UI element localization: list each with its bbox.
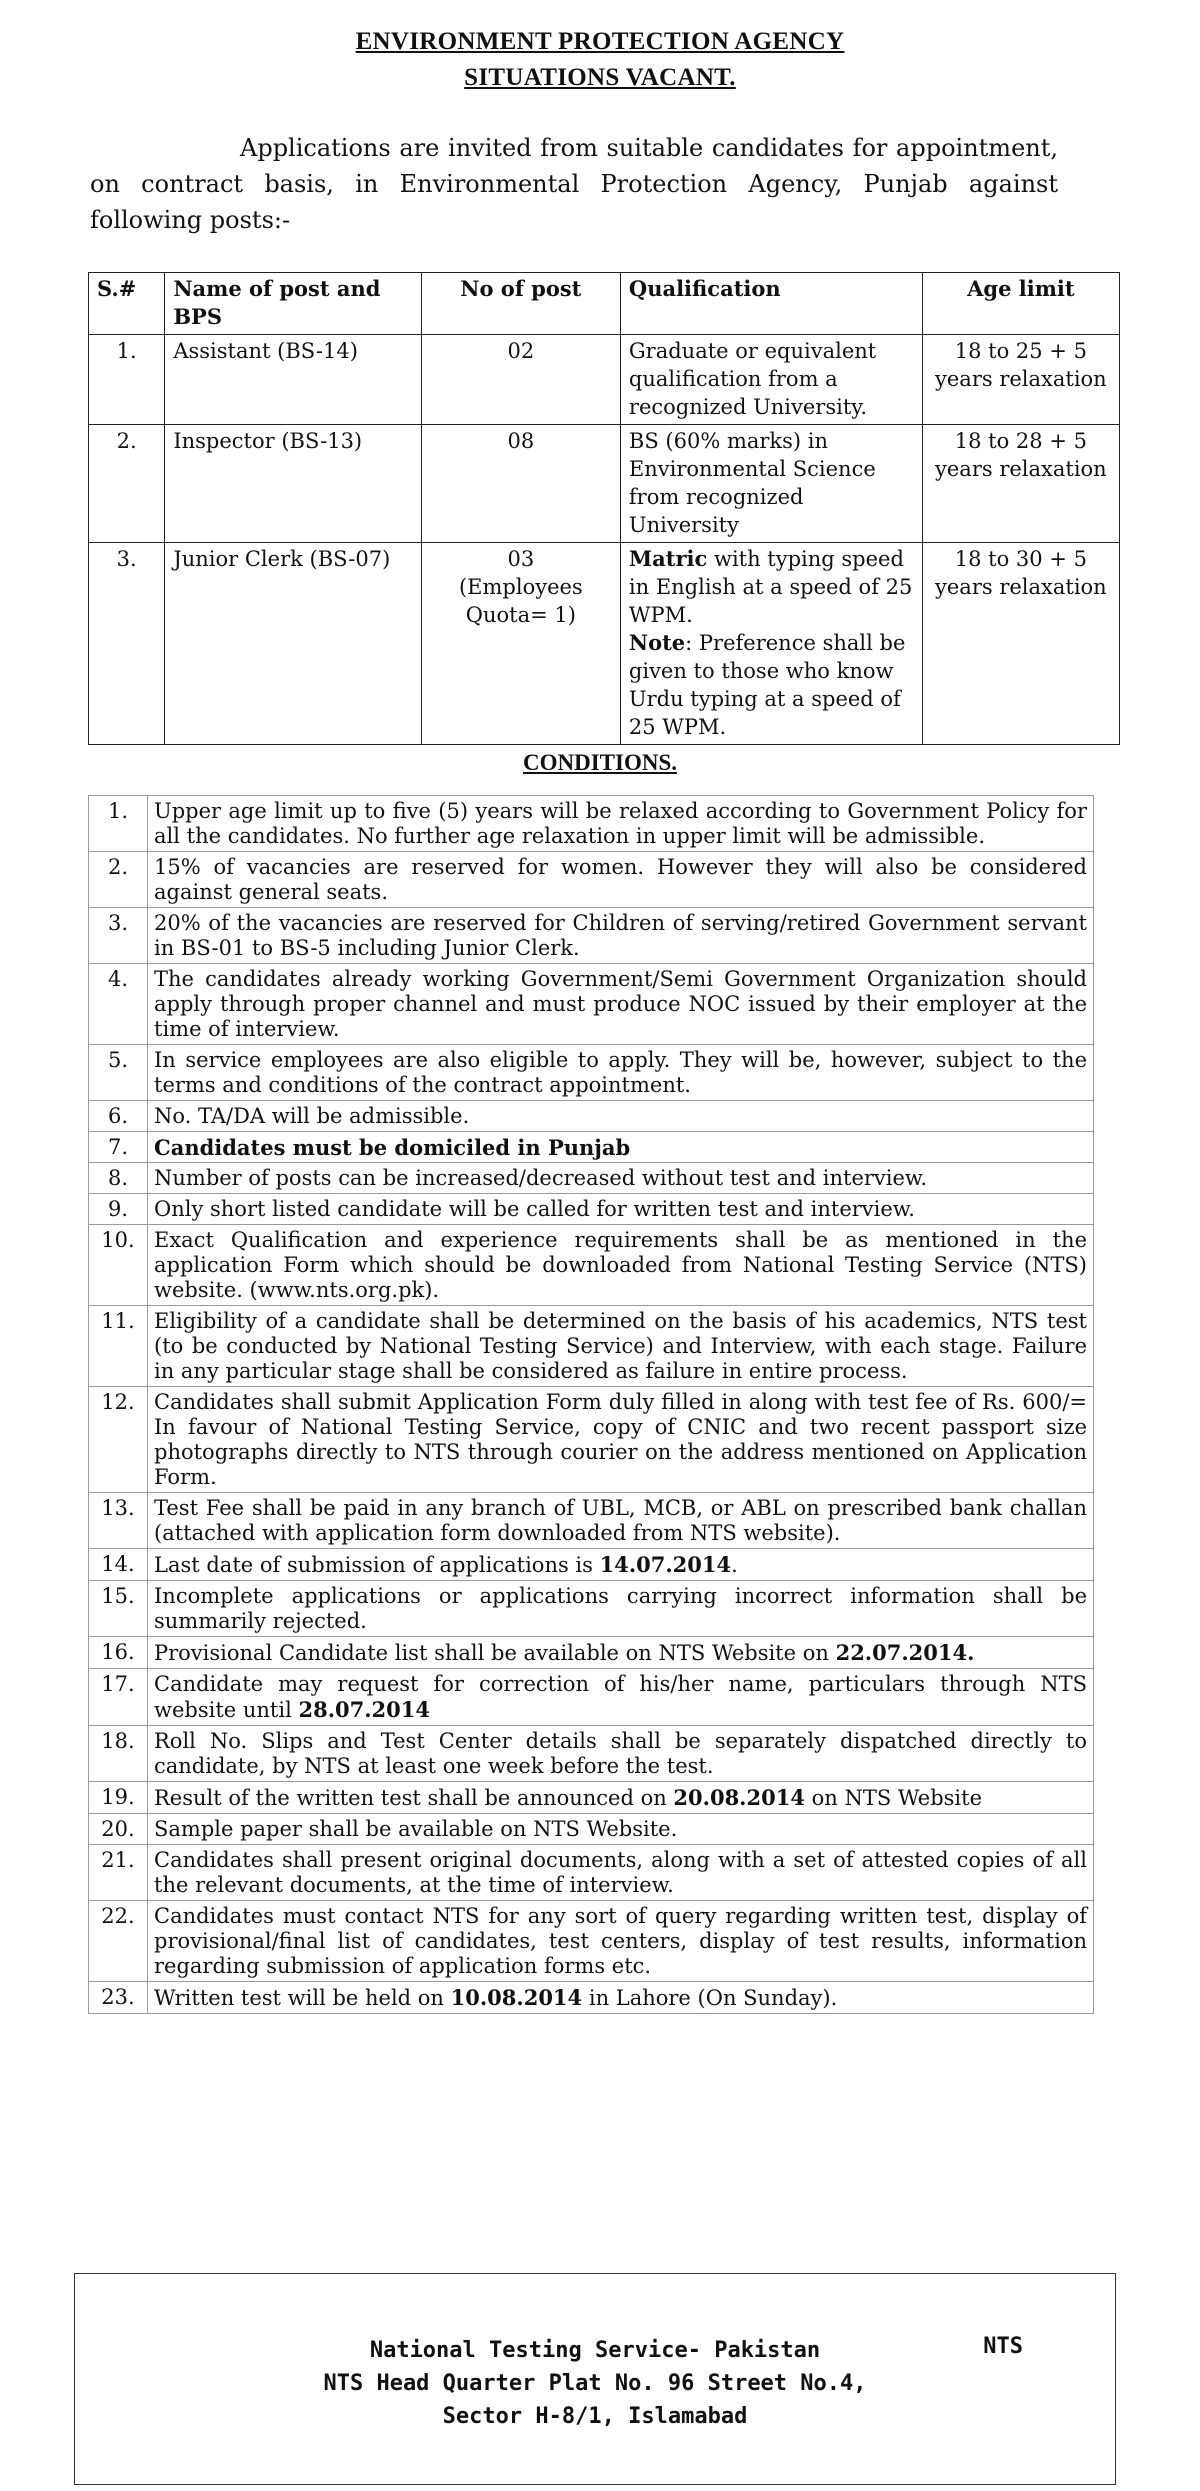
row-post-count-note: (Employees Quota= 1) <box>458 575 583 627</box>
condition-text-part: Candidate may request for correction of his/her name, particulars through NTS website until <box>154 1672 1087 1722</box>
row-post-count: 03 <box>507 547 535 571</box>
row-post-name: Junior Clerk (BS-07) <box>165 543 421 745</box>
address-line-2: NTS Head Quarter Plat No. 96 Street No.4, <box>323 2371 867 2396</box>
condition-number: 17. <box>89 1669 148 1726</box>
condition-row <box>89 1726 1094 1782</box>
condition-number: 8. <box>89 1163 148 1194</box>
address-box <box>74 2273 1116 2485</box>
condition-row <box>89 1225 1094 1306</box>
condition-row <box>89 1669 1094 1726</box>
condition-row <box>89 1493 1094 1549</box>
condition-row <box>89 1306 1094 1387</box>
posts-table-header <box>89 273 1120 335</box>
condition-number: 18. <box>89 1726 148 1782</box>
condition-row <box>89 964 1094 1045</box>
table-row <box>89 335 1120 425</box>
condition-number: 10. <box>89 1225 148 1306</box>
condition-date: 22.07.2014. <box>835 1640 975 1665</box>
row-age-limit: 18 to 30 + 5 years relaxation <box>922 543 1119 745</box>
header-sn: S.# <box>89 273 165 335</box>
condition-row <box>89 1132 1094 1163</box>
condition-text: Eligibility of a candidate shall be determined on the basis of his academics, NTS test (to be conducted by National Testing Service) and Interview, with each stage. Failure in any particular stage shall be considered as failure in entire process. <box>148 1306 1094 1387</box>
condition-row <box>89 1387 1094 1493</box>
condition-text: Upper age limit up to five (5) years will be relaxed according to Government Policy for all the candidates. No further age relaxation in upper limit will be admissible. <box>148 796 1094 852</box>
row-sn: 3. <box>89 543 165 745</box>
condition-number: 4. <box>89 964 148 1045</box>
intro-paragraph <box>90 130 1058 238</box>
condition-number: 14. <box>89 1549 148 1581</box>
condition-text: The candidates already working Government/Semi Government Organization should apply through proper channel and must produce NOC issued by their employer at the time of interview. <box>148 964 1094 1045</box>
condition-text: Test Fee shall be paid in any branch of UBL, MCB, or ABL on prescribed bank challan (attached with application form downloaded from NTS website). <box>148 1493 1094 1549</box>
condition-text: Incomplete applications or applications carrying incorrect information shall be summarily rejected. <box>148 1581 1094 1637</box>
condition-text: Exact Qualification and experience requirements shall be as mentioned in the application Form which should be downloaded from National Testing Service (NTS) website. (www.nts.org.pk). <box>148 1225 1094 1306</box>
table-row <box>89 543 1120 745</box>
row-post-count-cell <box>421 543 620 745</box>
condition-number: 1. <box>89 796 148 852</box>
row-post-count: 08 <box>421 425 620 543</box>
condition-row <box>89 1549 1094 1581</box>
condition-text: 15% of vacancies are reserved for women. However they will also be considered against general seats. <box>148 852 1094 908</box>
condition-text: Only short listed candidate will be called for written test and interview. <box>148 1194 1094 1225</box>
condition-number: 5. <box>89 1045 148 1101</box>
condition-number: 16. <box>89 1637 148 1669</box>
condition-text: Candidates shall present original documents, along with a set of attested copies of all the relevant documents, at the time of interview. <box>148 1845 1094 1901</box>
condition-row <box>89 1581 1094 1637</box>
situations-vacant-title: SITUATIONS VACANT. <box>464 64 736 91</box>
condition-text <box>148 1782 1094 1814</box>
condition-number: 22. <box>89 1901 148 1982</box>
condition-number: 23. <box>89 1982 148 2014</box>
row-qualification: Graduate or equivalent qualification from a recognized University. <box>620 335 922 425</box>
condition-row <box>89 1045 1094 1101</box>
header-qualification: Qualification <box>620 273 922 335</box>
condition-number: 9. <box>89 1194 148 1225</box>
condition-row <box>89 1782 1094 1814</box>
condition-text: In service employees are also eligible to apply. They will be, however, subject to the terms and conditions of the contract appointment. <box>148 1045 1094 1101</box>
row-post-name: Inspector (BS-13) <box>165 425 421 543</box>
condition-date: 14.07.2014 <box>599 1552 732 1577</box>
condition-text: Sample paper shall be available on NTS Website. <box>148 1814 1094 1845</box>
note-text: : Preference shall be given to those who know Urdu typing at a speed of 25 WPM. <box>628 631 906 739</box>
address-block <box>75 2334 1115 2433</box>
condition-text: 20% of the vacancies are reserved for Children of serving/retired Government servant in BS-01 to BS-5 including Junior Clerk. <box>148 908 1094 964</box>
qualification-text: with typing speed in English at a speed of 25 WPM. <box>628 547 913 627</box>
row-post-count: 02 <box>421 335 620 425</box>
condition-date: 20.08.2014 <box>673 1785 805 1810</box>
condition-number: 6. <box>89 1101 148 1132</box>
condition-text-part: on NTS Website <box>804 1786 983 1810</box>
intro-text: Applications are invited from suitable candidates for appointment, on contract basis, in Environmental Protection Agency, Punjab against following posts:- <box>90 134 1058 234</box>
row-age-limit: 18 to 25 + 5 years relaxation <box>922 335 1119 425</box>
address-line-1: National Testing Service- Pakistan <box>369 2338 821 2363</box>
condition-number: 15. <box>89 1581 148 1637</box>
address-line-3: Sector H-8/1, Islamabad <box>442 2404 748 2429</box>
row-qualification: BS (60% marks) in Environmental Science from recognized University <box>620 425 922 543</box>
condition-row <box>89 852 1094 908</box>
header-age-limit: Age limit <box>922 273 1119 335</box>
condition-number: 3. <box>89 908 148 964</box>
condition-row <box>89 1637 1094 1669</box>
condition-number: 20. <box>89 1814 148 1845</box>
row-sn: 2. <box>89 425 165 543</box>
condition-row <box>89 908 1094 964</box>
table-row <box>89 425 1120 543</box>
condition-number: 7. <box>89 1132 148 1163</box>
posts-table <box>88 272 1120 745</box>
row-qualification-cell <box>620 543 922 745</box>
agency-title: ENVIRONMENT PROTECTION AGENCY <box>355 28 845 55</box>
condition-row <box>89 1982 1094 2014</box>
conditions-title: CONDITIONS. <box>522 750 677 775</box>
condition-text-part: Provisional Candidate list shall be available on NTS Website on <box>154 1641 836 1665</box>
condition-text: Candidates must contact NTS for any sort of query regarding written test, display of provisional/final list of candidates, test centers, display of test results, information regarding submission of application forms etc. <box>148 1901 1094 1982</box>
condition-text-part: in Lahore (On Sunday). <box>582 1986 838 2010</box>
condition-text <box>148 1637 1094 1669</box>
condition-text: Number of posts can be increased/decreased without test and interview. <box>148 1163 1094 1194</box>
condition-text-part: Last date of submission of applications is <box>154 1553 600 1577</box>
condition-row <box>89 1901 1094 1982</box>
condition-row <box>89 796 1094 852</box>
condition-number: 11. <box>89 1306 148 1387</box>
condition-row <box>89 1194 1094 1225</box>
condition-text <box>148 1549 1094 1581</box>
conditions-table <box>88 795 1094 2014</box>
condition-text <box>148 1669 1094 1726</box>
condition-text-part: . <box>731 1553 738 1577</box>
condition-number: 13. <box>89 1493 148 1549</box>
condition-row <box>89 1814 1094 1845</box>
condition-text: Candidates must be domiciled in Punjab <box>148 1132 1094 1163</box>
header-post-name: Name of post and BPS <box>165 273 421 335</box>
condition-text: No. TA/DA will be admissible. <box>148 1101 1094 1132</box>
condition-number: 2. <box>89 852 148 908</box>
row-post-name: Assistant (BS-14) <box>165 335 421 425</box>
row-age-limit: 18 to 28 + 5 years relaxation <box>922 425 1119 543</box>
condition-text-part: Written test will be held on <box>154 1986 451 2010</box>
nts-label: NTS <box>983 2334 1023 2359</box>
condition-text: Candidates shall submit Application Form duly filled in along with test fee of Rs. 600/= In favour of National Testing Service, copy of CNIC and two recent passport size photographs directly to NTS through courier on the address mentioned on Application Form. <box>148 1387 1094 1493</box>
condition-text <box>148 1982 1094 2014</box>
condition-number: 12. <box>89 1387 148 1493</box>
condition-text-part: Result of the written test shall be announced on <box>154 1786 674 1810</box>
condition-row <box>89 1163 1094 1194</box>
row-sn: 1. <box>89 335 165 425</box>
condition-date: 28.07.2014 <box>298 1697 431 1722</box>
condition-row <box>89 1845 1094 1901</box>
condition-number: 19. <box>89 1782 148 1814</box>
note-label: Note <box>628 630 686 655</box>
condition-date: 10.08.2014 <box>450 1985 583 2010</box>
condition-row <box>89 1101 1094 1132</box>
condition-number: 21. <box>89 1845 148 1901</box>
condition-text: Roll No. Slips and Test Center details shall be separately dispatched directly to candidate, by NTS at least one week before the test. <box>148 1726 1094 1782</box>
qualification-label: Matric <box>628 546 708 571</box>
header-no-of-post: No of post <box>421 273 620 335</box>
